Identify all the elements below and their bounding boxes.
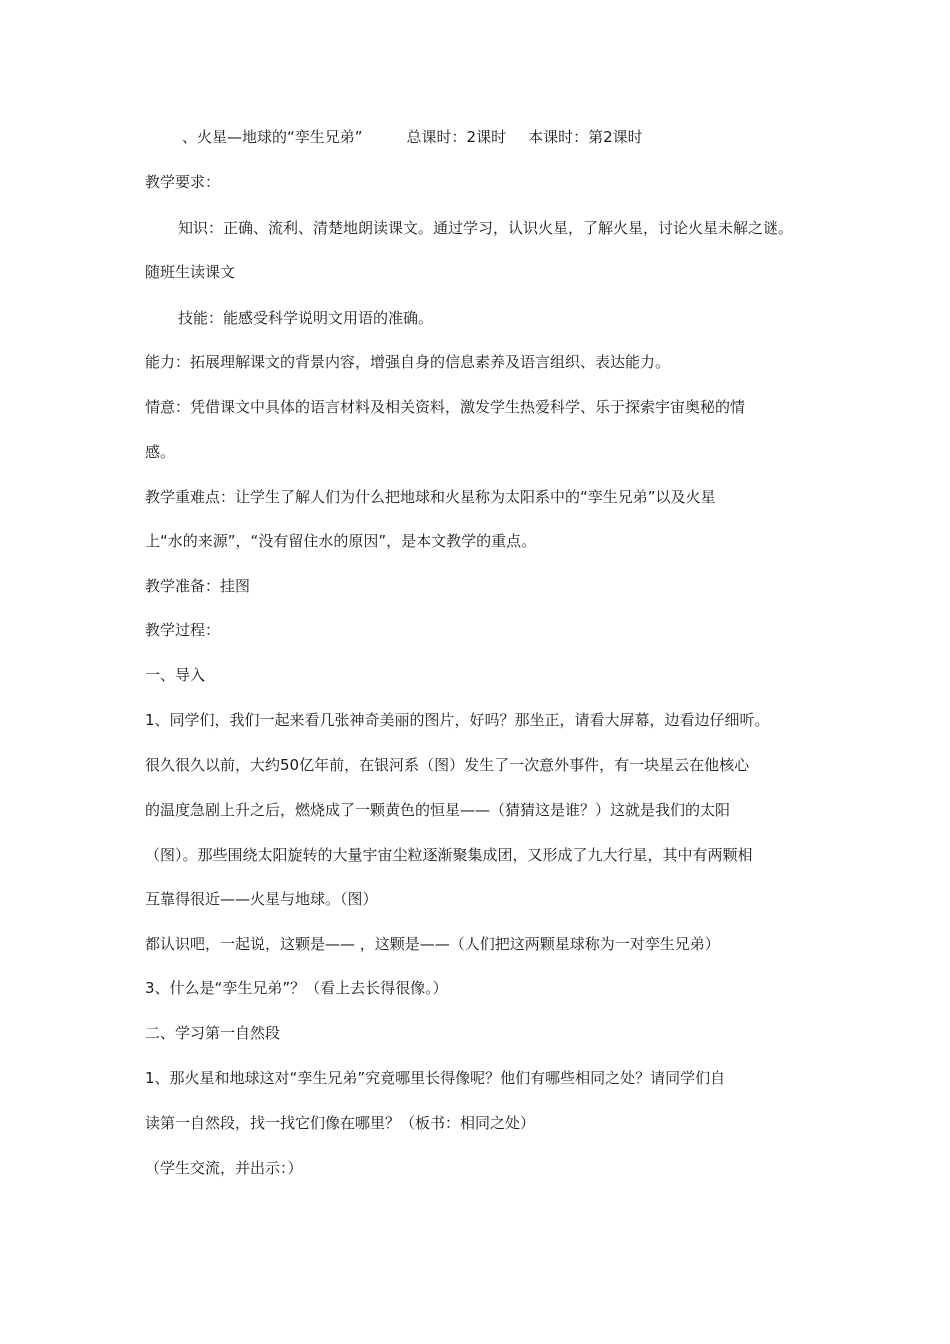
- teaching-preparation: 教学准备：挂图: [145, 577, 251, 595]
- knowledge-goal-note: 随班生读课文: [145, 263, 236, 281]
- teaching-process-heading: 教学过程：: [145, 621, 221, 639]
- paragraph-line: 都认识吧，一起说，这颗是—— ，这颗是——（人们把这两颗星球称为一对孪生兄弟）: [145, 935, 720, 953]
- section-two-heading: 二、学习第一自然段: [145, 1024, 281, 1042]
- total-periods: 总课时：2课时: [406, 128, 507, 146]
- paragraph-line: 3、什么是“孪生兄弟”？（看上去长得很像。）: [145, 979, 448, 997]
- lesson-header: [182, 127, 687, 147]
- paragraph-line: 的温度急剧上升之后，燃烧成了一颗黄色的恒星——（猜猜这是谁？）这就是我们的太阳: [145, 801, 731, 819]
- paragraph-line: 互靠得很近——火星与地球。（图）: [145, 890, 378, 908]
- section-one-heading: 一、导入: [145, 666, 206, 684]
- paragraph-line: （图）。那些围绕太阳旋转的大量宇宙尘粒逐渐聚集成团，又形成了九大行星，其中有两颗相: [145, 846, 753, 864]
- knowledge-goal: 知识：正确、流利、清楚地朗读课文。通过学习，认识火星，了解火星，讨论火星未解之谜。: [178, 219, 794, 237]
- lesson-title: 、火星—地球的“孪生兄弟”: [182, 128, 363, 146]
- paragraph-line: 1、那火星和地球这对“孪生兄弟”究竟哪里长得像呢？他们有哪些相同之处？请同学们自: [145, 1069, 726, 1087]
- paragraph-line: （学生交流，并出示：）: [145, 1159, 303, 1177]
- paragraph-line: 很久很久以前，大约50亿年前，在银河系（图）发生了一次意外事件，有一块星云在他核心: [145, 756, 750, 774]
- paragraph-line: 读第一自然段，找一找它们像在哪里？（板书：相同之处）: [145, 1114, 536, 1132]
- key-points-cont: 上“水的来源”，“没有留住水的原因”，是本文教学的重点。: [145, 532, 537, 550]
- paragraph-line: 1、同学们，我们一起来看几张神奇美丽的图片，好吗？那坐正，请看大屏幕，边看边仔细听。: [145, 711, 770, 729]
- emotion-goal: 情意：凭借课文中具体的语言材料及相关资料，激发学生热爱科学、乐于探索宇宙奥秘的情: [145, 398, 746, 416]
- ability-goal: 能力：拓展理解课文的背景内容，增强自身的信息素养及语言组织、表达能力。: [145, 353, 671, 371]
- key-points: 教学重难点：让学生了解人们为什么把地球和火星称为太阳系中的“孪生兄弟”以及火星: [145, 488, 716, 506]
- skill-goal: 技能：能感受科学说明文用语的准确。: [178, 309, 434, 327]
- teaching-requirements-heading: 教学要求：: [145, 173, 221, 191]
- this-period: 本课时：第2课时: [528, 128, 643, 146]
- emotion-goal-cont: 感。: [145, 443, 176, 461]
